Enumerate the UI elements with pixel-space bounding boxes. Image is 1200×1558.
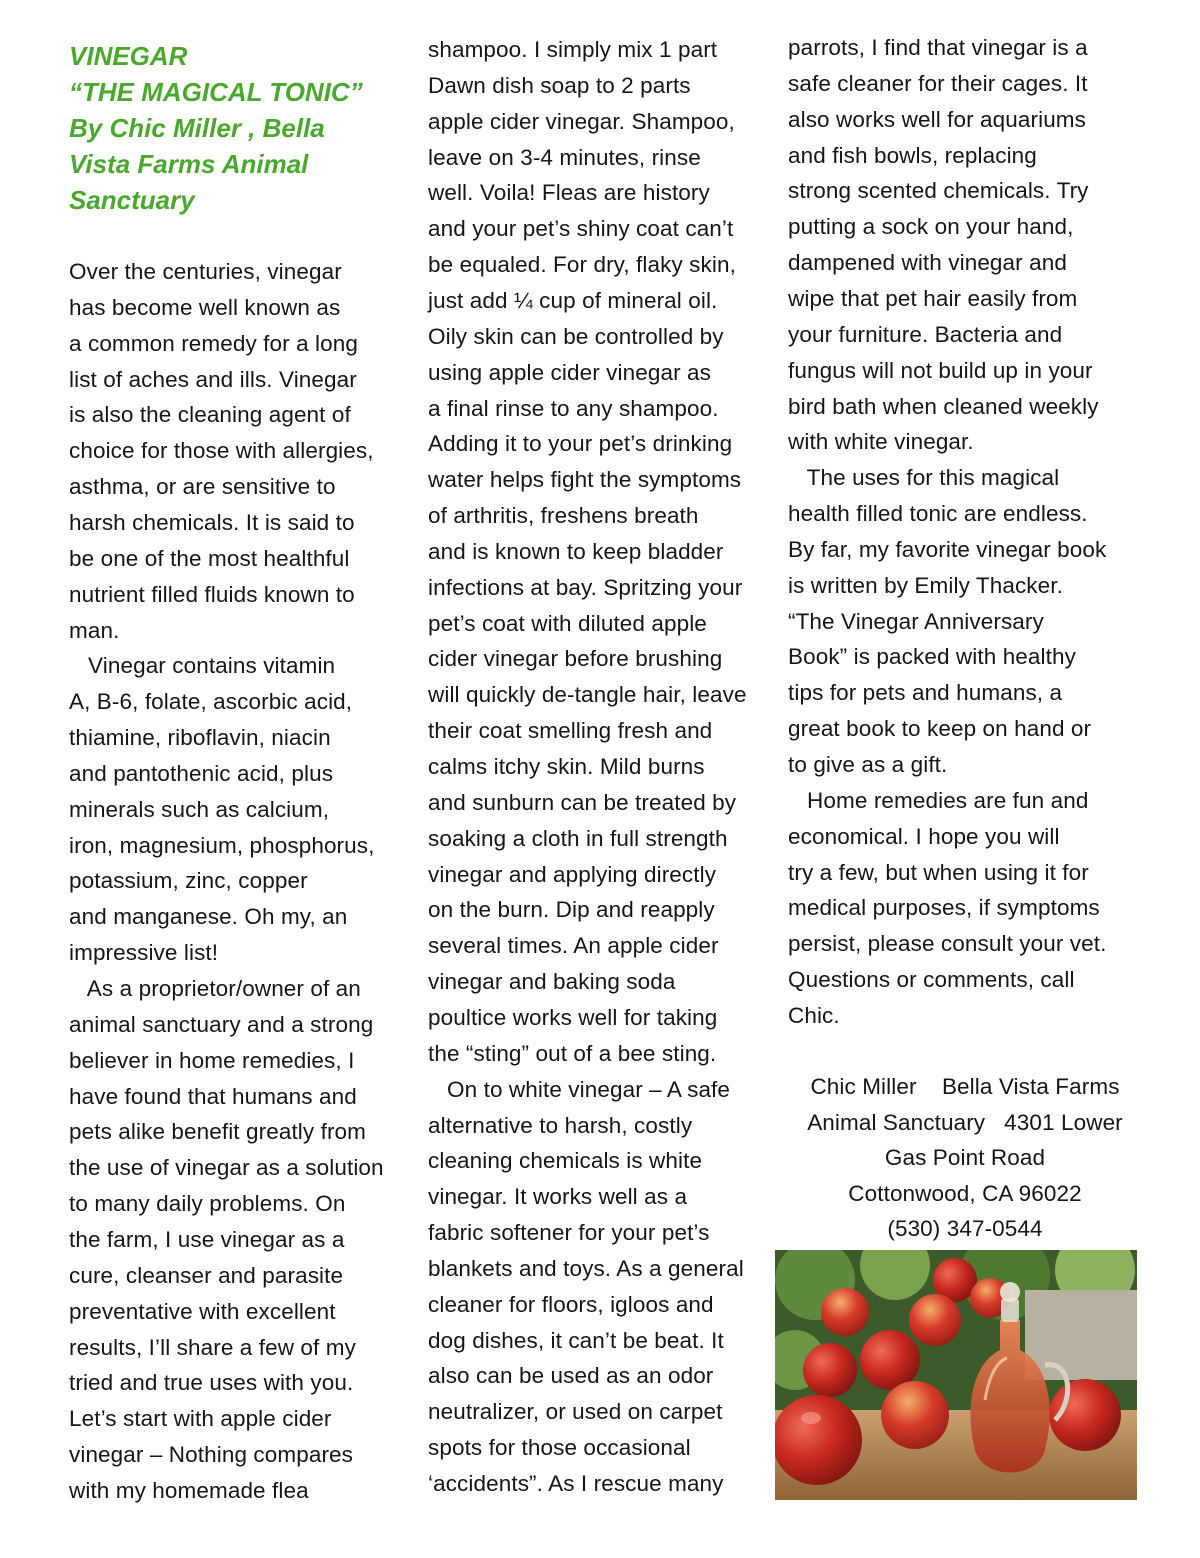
body-text-line: Book” is packed with healthy xyxy=(788,644,1076,670)
body-text-line: with my homemade flea xyxy=(69,1477,309,1503)
body-text-line: be equaled. For dry, flaky skin, xyxy=(428,252,736,278)
body-text-line: health filled tonic are endless. xyxy=(788,501,1088,527)
body-text-line: Dawn dish soap to 2 parts xyxy=(428,72,691,98)
body-text-line: is also the cleaning agent of xyxy=(69,402,351,428)
body-text-line: cleaning chemicals is white xyxy=(428,1148,703,1174)
body-text-line: safe cleaner for their cages. It xyxy=(788,70,1088,96)
body-text-line: spots for those occasional xyxy=(428,1435,691,1461)
body-text-line: to many daily problems. On xyxy=(69,1191,346,1217)
body-text-line: well. Voila! Fleas are history xyxy=(428,180,710,206)
body-text-line: vinegar and baking soda xyxy=(428,969,676,995)
body-text-line: and is known to keep bladder xyxy=(428,538,724,564)
apples-vinegar-photo xyxy=(775,1250,1137,1500)
body-text-line: on the burn. Dip and reapply xyxy=(428,897,715,923)
contact-line: (530) 347-0544 xyxy=(887,1216,1043,1242)
body-text-line: try a few, but when using it for xyxy=(788,859,1089,885)
body-text-line: vinegar. It works well as a xyxy=(428,1184,688,1210)
body-text-line: parrots, I find that vinegar is a xyxy=(788,35,1088,60)
body-text-line: Adding it to your pet’s drinking xyxy=(428,431,733,457)
body-text-line: pet’s coat with diluted apple xyxy=(428,610,707,636)
body-text-line: medical purposes, if symptoms xyxy=(788,895,1100,921)
body-text-line: of arthritis, freshens breath xyxy=(428,503,699,529)
body-text-line: neutralizer, or used on carpet xyxy=(428,1399,723,1425)
body-text-line: animal sanctuary and a strong xyxy=(69,1011,374,1037)
body-text-line: just add ¼ cup of mineral oil. xyxy=(428,287,718,313)
body-text-line: “The Vinegar Anniversary xyxy=(788,608,1044,634)
byline-line: By Chic Miller , Bella xyxy=(69,113,325,143)
body-text-line: several times. An apple cider xyxy=(428,933,719,959)
body-text-line: A, B-6, folate, ascorbic acid, xyxy=(69,689,353,715)
body-text-line: pets alike benefit greatly from xyxy=(69,1119,366,1145)
body-text-line: asthma, or are sensitive to xyxy=(69,474,336,500)
body-text-line: blankets and toys. As a general xyxy=(428,1255,744,1281)
body-text-line: economical. I hope you will xyxy=(788,823,1060,849)
body-text-line: using apple cider vinegar as xyxy=(428,359,711,385)
body-text-line: and fish bowls, replacing xyxy=(788,142,1037,168)
body-text-line: with white vinegar. xyxy=(788,429,974,455)
body-text-line: great book to keep on hand or xyxy=(788,716,1092,742)
body-text-line: fabric softener for your pet’s xyxy=(428,1220,710,1246)
body-text-line: On to white vinegar – A safe xyxy=(428,1076,731,1102)
contact-line: Animal Sanctuary 4301 Lower xyxy=(807,1109,1123,1135)
body-text-line: Oily skin can be controlled by xyxy=(428,323,724,349)
body-text-line: poultice works well for taking xyxy=(428,1004,718,1030)
body-text-line: harsh chemicals. It is said to xyxy=(69,509,355,535)
body-text-line: Questions or comments, call xyxy=(788,967,1075,993)
body-text-line: calms itchy skin. Mild burns xyxy=(428,754,705,779)
body-text-line: Vinegar contains vitamin xyxy=(69,653,336,679)
body-text-line: your furniture. Bacteria and xyxy=(788,321,1063,347)
body-text-line: bird bath when cleaned weekly xyxy=(788,393,1099,419)
body-text-line: and pantothenic acid, plus xyxy=(69,760,334,786)
body-text-line: has become well known as xyxy=(69,294,341,320)
body-text-line: dog dishes, it can’t be beat. It xyxy=(428,1327,724,1353)
body-text-line: be one of the most healthful xyxy=(69,545,350,571)
body-text-line: believer in home remedies, I xyxy=(69,1047,355,1073)
body-text-line: ‘accidents”. As I rescue many xyxy=(428,1471,724,1496)
body-text-line: is written by Emily Thacker. xyxy=(788,572,1063,598)
body-text-line: their coat smelling fresh and xyxy=(428,718,713,744)
body-text-line: vinegar – Nothing compares xyxy=(69,1442,354,1468)
body-text-line: As a proprietor/owner of an xyxy=(69,976,361,1001)
body-text-line: cure, cleanser and parasite xyxy=(69,1262,344,1288)
body-text-line: By far, my favorite vinegar book xyxy=(788,536,1107,562)
body-text-line: Over the centuries, vinegar xyxy=(69,259,342,284)
body-text-line: soaking a cloth in full strength xyxy=(428,825,728,851)
body-text-line: vinegar and applying directly xyxy=(428,861,717,887)
body-text-line: and your pet’s shiny coat can’t xyxy=(428,216,734,242)
body-text-line: The uses for this magical xyxy=(788,465,1060,491)
body-text-line: the “sting” out of a bee sting. xyxy=(428,1040,717,1066)
body-text-line: apple cider vinegar. Shampoo, xyxy=(428,108,735,134)
body-text-line: dampened with vinegar and xyxy=(788,250,1067,276)
body-text-line: Home remedies are fun and xyxy=(788,787,1089,813)
body-text-line: tried and true uses with you. xyxy=(69,1370,354,1396)
body-text-line: persist, please consult your vet. xyxy=(788,931,1107,957)
body-text-line: shampoo. I simply mix 1 part xyxy=(428,37,718,62)
body-text-line: nutrient filled fluids known to xyxy=(69,581,355,607)
body-text-line: alternative to harsh, costly xyxy=(428,1112,693,1138)
body-text-line: have found that humans and xyxy=(69,1083,357,1109)
body-text-line: minerals such as calcium, xyxy=(69,796,330,822)
contact-line: Gas Point Road xyxy=(884,1145,1046,1171)
body-text-line: iron, magnesium, phosphorus, xyxy=(69,832,375,858)
body-text-line: choice for those with allergies, xyxy=(69,438,374,464)
body-text-line: wipe that pet hair easily from xyxy=(788,285,1078,311)
body-text-line: thiamine, riboflavin, niacin xyxy=(69,725,331,751)
body-text-line: preventative with excellent xyxy=(69,1298,336,1324)
body-text-line: and sunburn can be treated by xyxy=(428,789,737,815)
body-text-line: a common remedy for a long xyxy=(69,330,358,356)
byline-line: Sanctuary xyxy=(69,185,195,215)
title-line: “THE MAGICAL TONIC” xyxy=(69,77,363,107)
contact-line: Chic Miller Bella Vista Farms xyxy=(810,1074,1120,1099)
body-text-line: and manganese. Oh my, an xyxy=(69,904,348,930)
body-text-line: Chic. xyxy=(788,1002,840,1028)
body-text-line: water helps fight the symptoms xyxy=(428,467,742,493)
body-text-line: cider vinegar before brushing xyxy=(428,646,723,672)
contact-line: Cottonwood, CA 96022 xyxy=(848,1180,1082,1206)
body-text-line: will quickly de-tangle hair, leave xyxy=(428,682,747,708)
body-text-line: tips for pets and humans, a xyxy=(788,680,1063,706)
body-text-line: the use of vinegar as a solution xyxy=(69,1155,384,1181)
body-text-line: a final rinse to any shampoo. xyxy=(428,395,719,421)
body-text-line: also works well for aquariums xyxy=(788,106,1087,132)
body-text-line: the farm, I use vinegar as a xyxy=(69,1226,345,1252)
body-text-line: fungus will not build up in your xyxy=(788,357,1093,383)
body-text-line: impressive list! xyxy=(69,940,219,966)
byline-line: Vista Farms Animal xyxy=(69,149,309,179)
body-text-line: potassium, zinc, copper xyxy=(69,868,308,894)
body-text-line: leave on 3-4 minutes, rinse xyxy=(428,144,701,170)
body-text-line: man. xyxy=(69,617,120,643)
body-text-line: also can be used as an odor xyxy=(428,1363,714,1389)
body-text-line: Let’s start with apple cider xyxy=(69,1406,332,1432)
title-line: VINEGAR xyxy=(69,41,188,71)
body-text-line: to give as a gift. xyxy=(788,752,948,777)
body-text-line: strong scented chemicals. Try xyxy=(788,178,1089,204)
body-text-line: results, I’ll share a few of my xyxy=(69,1334,356,1360)
body-text-line: cleaner for floors, igloos and xyxy=(428,1291,714,1317)
body-text-line: list of aches and ills. Vinegar xyxy=(69,366,357,392)
body-text-line: infections at bay. Spritzing your xyxy=(428,574,743,600)
body-text-line: putting a sock on your hand, xyxy=(788,214,1074,240)
